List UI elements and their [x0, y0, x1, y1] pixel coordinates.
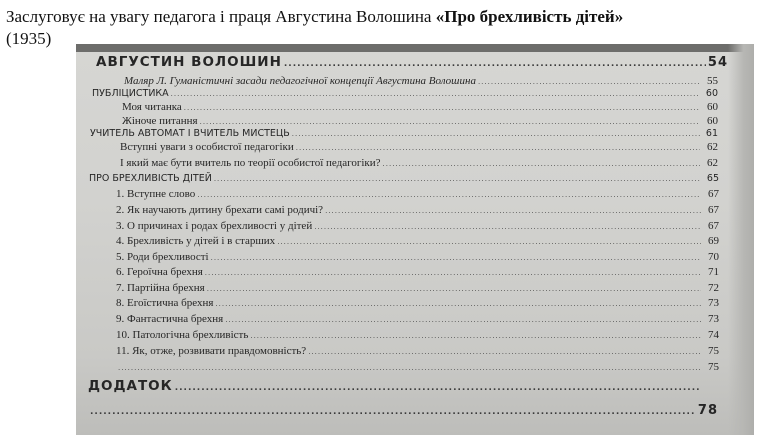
toc-entry-page: 60: [707, 101, 718, 113]
toc-entry-title: 9. Фантастична брехня: [116, 313, 224, 325]
caption-title: «Про брехливість дітей»: [435, 7, 624, 26]
toc-entry-title: 7. Партійна брехня: [116, 282, 205, 294]
toc-entry: [116, 329, 719, 341]
caption-text: Заслуговує на увагу педагога і праця Августина Волошина: [6, 7, 436, 26]
toc-entry-title: 1. Вступне слово: [116, 188, 196, 200]
toc-entry-page: 73: [708, 313, 719, 325]
toc-entry: [116, 361, 719, 373]
toc-footer: [88, 378, 718, 394]
toc-entry: [90, 128, 718, 139]
toc-heading: [96, 54, 728, 70]
toc-entry-page: 67: [708, 188, 719, 200]
toc-entry-page: 60: [707, 115, 718, 127]
toc-entry: [92, 88, 718, 99]
toc-entry-title: 5. Роди брехливості: [116, 251, 209, 263]
toc-entry: [120, 141, 718, 153]
toc-heading-title: АВГУСТИН ВОЛОШИН: [96, 54, 282, 70]
toc-entry-title: Вступні уваги з особистої педагогіки: [120, 141, 294, 153]
toc-footer-title: ДОДАТОК: [88, 378, 173, 394]
toc-entry-title: УЧИТЕЛЬ АВТОМАТ І ВЧИТЕЛЬ МИСТЕЦЬ: [90, 128, 290, 139]
toc-entry-page: 67: [708, 204, 719, 216]
toc-entry: [116, 235, 719, 247]
toc-entry-title: 8. Егоїстична брехня: [116, 297, 214, 309]
toc-entry-title: 10. Патологічна брехливість: [116, 329, 249, 341]
toc-entry: [116, 188, 719, 200]
toc-entry: [122, 115, 718, 127]
toc-footer-page: 78: [697, 403, 718, 418]
toc-entry-page: 73: [708, 297, 719, 309]
toc-photo: [76, 44, 754, 435]
toc-entry-title: ПУБЛІЦИСТИКА: [92, 88, 169, 99]
toc-entry: [116, 282, 719, 294]
toc-entry-page: 62: [707, 141, 718, 153]
toc-entry-page: 65: [706, 173, 719, 184]
toc-footer-page-row: [88, 403, 718, 418]
caption-year: (1935): [6, 29, 52, 48]
toc-entry: [116, 204, 719, 216]
toc-entry: [122, 101, 718, 113]
toc-entry-title: 2. Як научають дитину брехати самі родичі?: [116, 204, 324, 216]
toc-entry-author: Маляр Л. Гуманістичні засади педагогічної концепції Августина Волошина: [124, 75, 476, 87]
toc-entry-page: 67: [708, 220, 719, 232]
toc-entry-title: ПРО БРЕХЛИВІСТЬ ДІТЕЙ: [89, 173, 212, 184]
toc-entry: [116, 220, 719, 232]
toc-entry-title: 11. Як, отже, розвивати правдомовність?: [116, 345, 307, 357]
toc-entry: [116, 345, 719, 357]
toc-entry-page: 61: [705, 128, 718, 139]
toc-entry: [116, 251, 719, 263]
toc-entry: [116, 266, 719, 278]
toc-entry: [116, 313, 719, 325]
toc-entry-page: 75: [708, 345, 719, 357]
toc-entry: [116, 297, 719, 309]
toc-entry: [120, 157, 718, 169]
toc-entry-page: 74: [708, 329, 719, 341]
toc-entry-page: 55: [707, 75, 718, 87]
toc-entry: [124, 75, 718, 87]
toc-entry-page: 70: [708, 251, 719, 263]
toc-entry-page: 72: [708, 282, 719, 294]
toc-entry: [89, 173, 719, 184]
toc-entry-page: 75: [708, 361, 719, 373]
toc-entry-page: 71: [708, 266, 719, 278]
toc-entry-title: І який має бути вчитель по теорії особистої педагогіки?: [120, 157, 381, 169]
toc-entry-page: 60: [705, 88, 718, 99]
toc-heading-page: 54: [707, 55, 728, 70]
toc-entry-page: 62: [707, 157, 718, 169]
toc-entry-title: Жіноче питання: [122, 115, 198, 127]
toc-entry-title: Моя читанка: [122, 101, 182, 113]
toc-entry-title: 4. Брехливість у дітей і в старших: [116, 235, 276, 247]
toc-entry-title: 3. О причинах і родах брехливості у дітей: [116, 220, 313, 232]
toc-entry-title: 6. Героїчна брехня: [116, 266, 203, 278]
toc-entry-page: 69: [708, 235, 719, 247]
